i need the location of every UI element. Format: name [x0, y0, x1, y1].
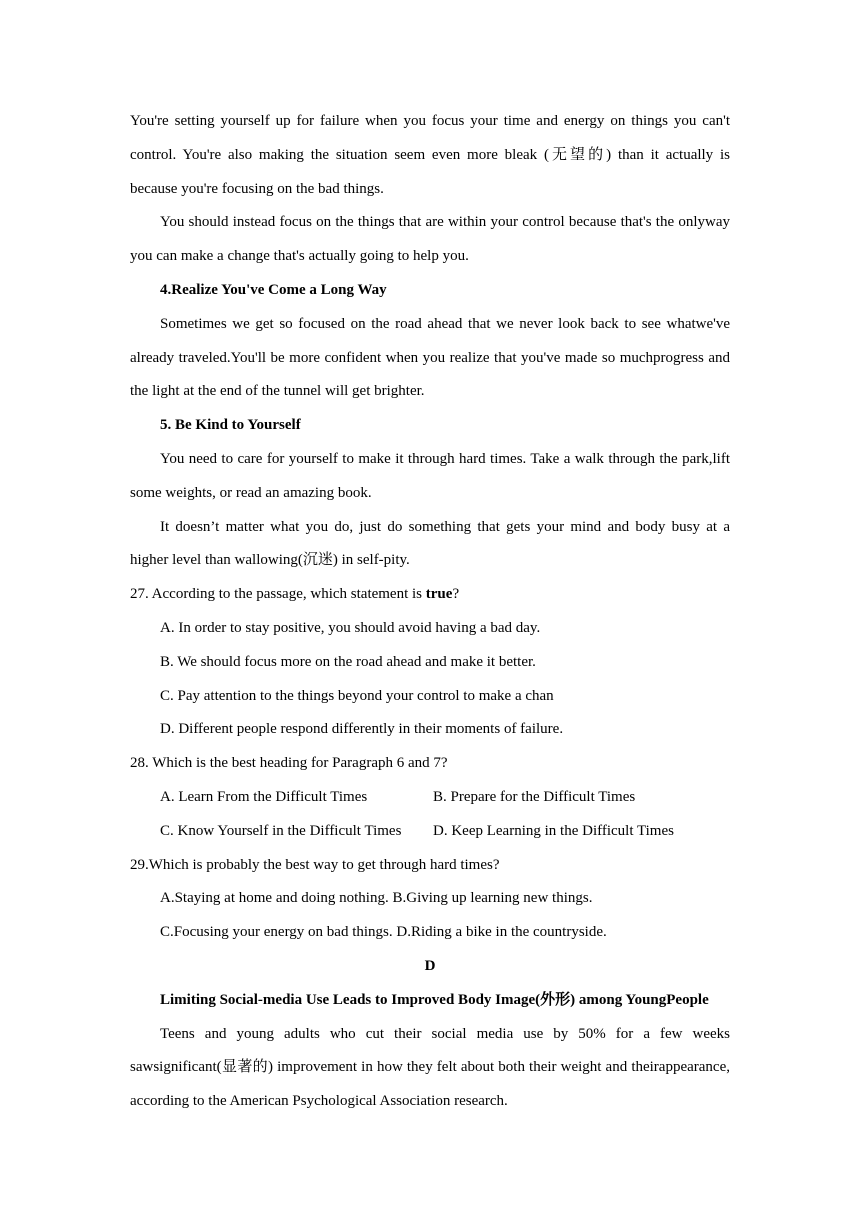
question-27-stem	[130, 578, 730, 612]
paragraph-line: the light at the end of the tunnel will get brighter.	[130, 383, 425, 400]
options-28-row1	[130, 781, 730, 815]
question-stem-punct: ?	[452, 586, 460, 603]
options-29-ab: A.Staying at home and doing nothing. B.Giving up learning new things.	[160, 890, 593, 907]
paragraph-line: You need to care for yourself to make it through hard times. Take a walk through the park,lift	[160, 450, 730, 467]
paragraph-line: control. You're also making the situation seem even more bleak (无望的) than it actually is	[130, 146, 730, 163]
options-28-row2	[130, 815, 730, 849]
section-label: D	[424, 957, 436, 974]
paragraph-line: some weights, or read an amazing book.	[130, 484, 372, 501]
question-28-stem: 28. Which is the best heading for Paragraph 6 and 7?	[130, 755, 448, 772]
section-heading: 4.Realize You've Come a Long Way	[160, 281, 387, 298]
paragraph-line: You're setting yourself up for failure when you focus your time and energy on things you can't	[130, 113, 730, 129]
option-28-c: C. Know Yourself in the Difficult Times	[160, 822, 402, 839]
paragraph-line: already traveled.You'll be more confident when you realize that you've made so muchprogress and	[130, 349, 730, 366]
option-27-b: B. We should focus more on the road ahead and make it better.	[160, 653, 536, 670]
paragraph-line: you can make a change that's actually going to help you.	[130, 248, 469, 265]
question-stem-text: 27. According to the passage, which statement is	[130, 586, 426, 603]
passage-title: Limiting Social-media Use Leads to Improved Body Image(外形) among YoungPeople	[160, 991, 709, 1008]
document-body	[130, 105, 730, 1119]
option-27-d: D. Different people respond differently in their moments of failure.	[160, 721, 564, 738]
option-28-b: B. Prepare for the Difficult Times	[433, 788, 636, 805]
option-28-d: D. Keep Learning in the Difficult Times	[433, 822, 674, 839]
paragraph-line: according to the American Psychological Association research.	[130, 1093, 508, 1110]
option-27-a: A. In order to stay positive, you should avoid having a bad day.	[160, 619, 541, 636]
paragraph-line: Teens and young adults who cut their social media use by 50% for a few weeks	[160, 1025, 730, 1042]
paragraph-line: It doesn’t matter what you do, just do something that gets your mind and body busy at a	[160, 518, 730, 535]
option-27-c: C. Pay attention to the things beyond your control to make a chan	[160, 687, 554, 704]
question-29-stem: 29.Which is probably the best way to get through hard times?	[130, 856, 500, 873]
paragraph-line: because you're focusing on the bad things.	[130, 180, 384, 197]
option-28-a: A. Learn From the Difficult Times	[160, 788, 368, 805]
paragraph-line: sawsignificant(显著的) improvement in how they felt about both their weight and theirappearance,	[130, 1059, 730, 1076]
paragraph-line: higher level than wallowing(沉迷) in self-pity.	[130, 552, 410, 569]
section-heading: 5. Be Kind to Yourself	[160, 417, 301, 434]
paragraph-line: Sometimes we get so focused on the road ahead that we never look back to see whatwe've	[160, 315, 730, 332]
question-stem-emphasis: true	[425, 586, 453, 603]
paragraph-line: You should instead focus on the things that are within your control because that's the onlyway	[160, 214, 730, 231]
options-29-cd: C.Focusing your energy on bad things. D.Riding a bike in the countryside.	[160, 924, 607, 941]
